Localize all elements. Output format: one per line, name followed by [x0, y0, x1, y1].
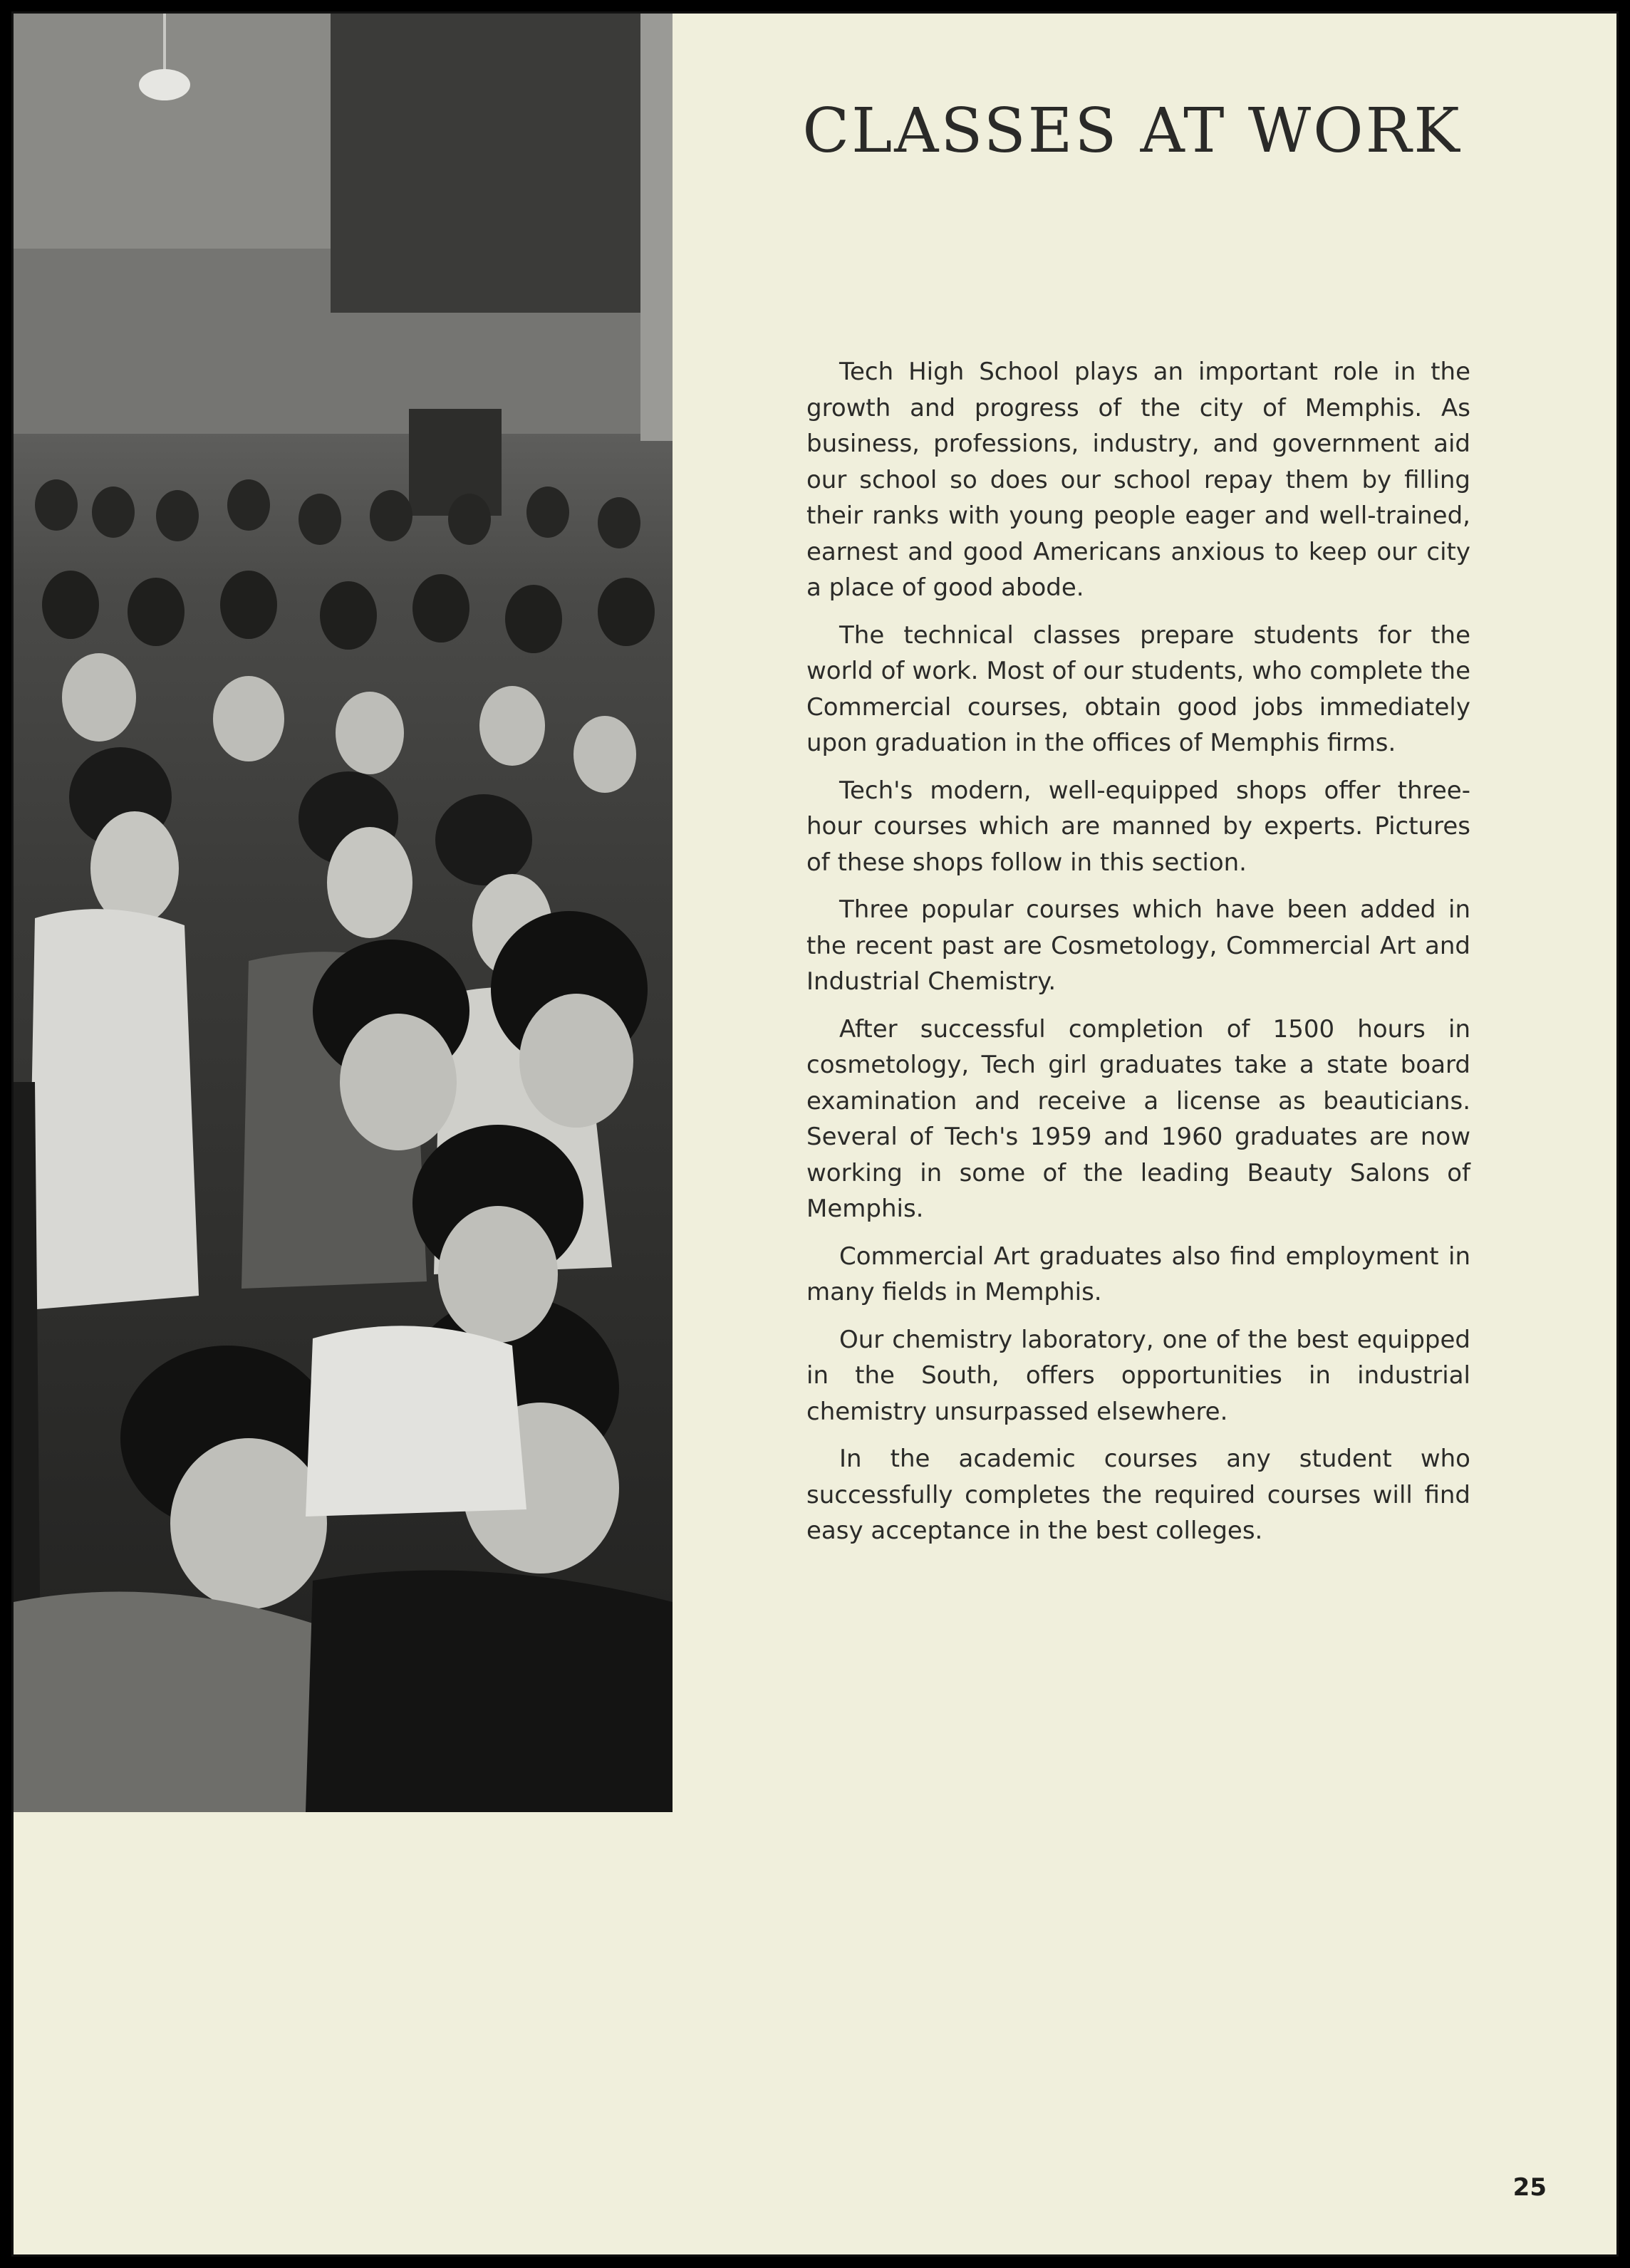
paragraph: After successful completion of 1500 hours in cosmetology, Tech girl graduates take a state board examination and receive a license as beauticians. Several of Tech's 1959 and 1960 graduates are now working in some of the leading Beauty Salons of Memphis.: [806, 1014, 1470, 1223]
yearbook-page: [11, 11, 1619, 2257]
page-title: CLASSES AT WORK: [802, 95, 1462, 167]
page-number: 25: [1512, 2173, 1547, 2202]
paragraph: Tech's modern, well-equipped shops offer three-hour courses which are manned by experts. Pictures of these shops follow in this section.: [806, 776, 1470, 877]
auditorium-students-photo: [14, 14, 673, 1812]
body-text: [806, 354, 1470, 1561]
paragraph: Commercial Art graduates also find employment in many fields in Memphis.: [806, 1242, 1470, 1306]
paragraph: The technical classes prepare students for the world of work. Most of our students, who complete the Commercial courses, obtain good jobs immediately upon graduation in the offices of Memphis firms.: [806, 620, 1470, 757]
photo-illustration: [14, 14, 673, 1812]
paragraph: In the academic courses any student who successfully completes the required courses will find easy acceptance in the best colleges.: [806, 1445, 1470, 1545]
paragraph: Our chemistry laboratory, one of the best equipped in the South, offers opportunities in industrial chemistry unsurpassed elsewhere.: [806, 1325, 1470, 1426]
paragraph: Tech High School plays an important role in the growth and progress of the city of Memphis. As business, professions, industry, and government aid our school so does our school repay them by filling their ranks with young people eager and well-trained, earnest and good Americans anxious to keep our city a place of good abode.: [806, 358, 1470, 602]
paragraph: Three popular courses which have been added in the recent past are Cosmetology, Commercial Art and Industrial Chemistry.: [806, 895, 1470, 996]
